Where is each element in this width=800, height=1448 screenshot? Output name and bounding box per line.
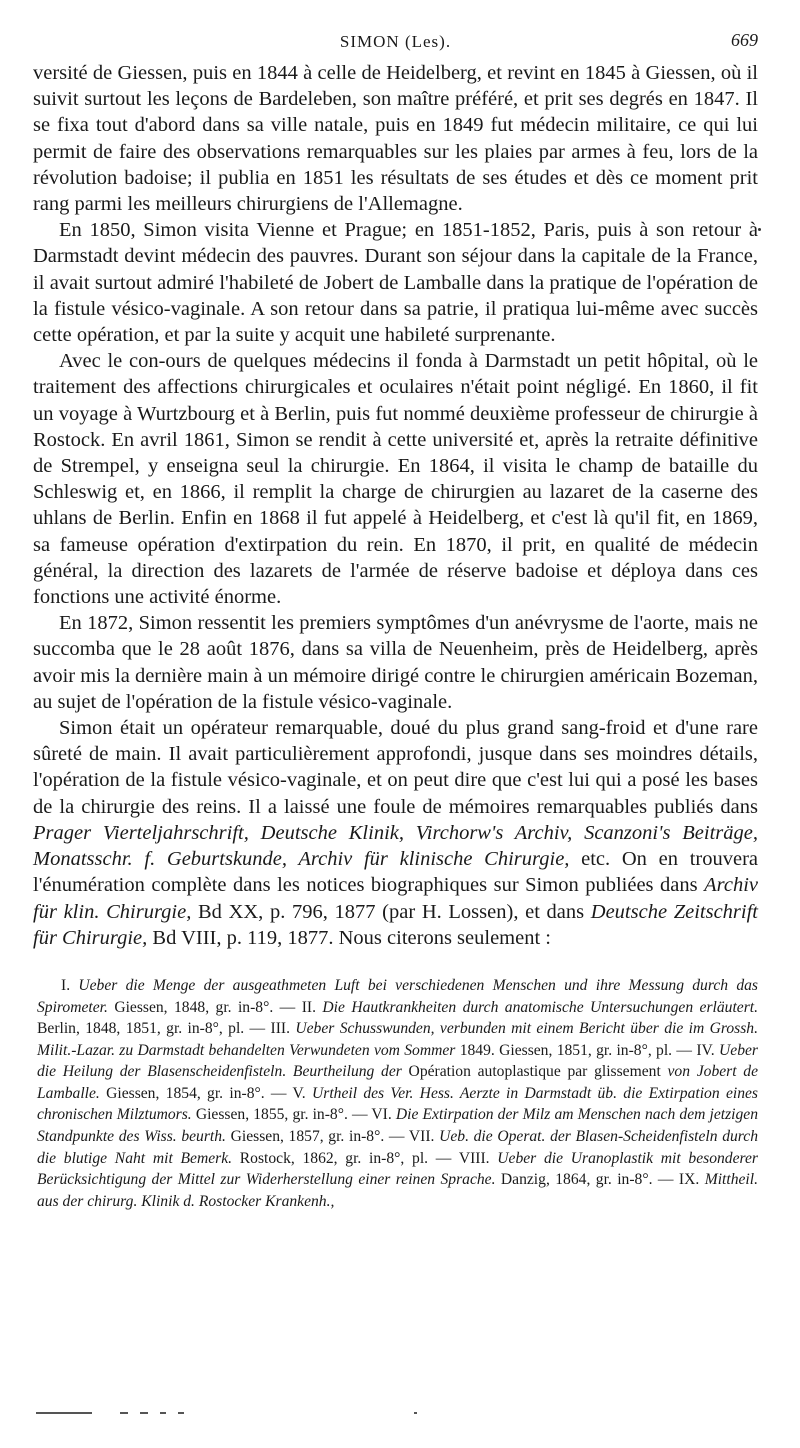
journal-title: Deutsche Zeitschrift für Chirurgie, (33, 900, 758, 949)
bib-number: I. (61, 976, 79, 994)
scan-mark (160, 1412, 166, 1414)
body-paragraph: En 1850, Simon visita Vienne et Prague; en 1851-1852, Paris, puis à son retour à Darmstadt devint médecin des pauvres. Durant son séjour dans la capitale de la France, il avait surtout admiré l'habileté de Jobert de Lamballe dans la pratique de l'opération de la fistule vésico-vaginale. A son retour dans sa patrie, il pratiqua lui-même avec succès cette opération, et par la suite y acquit une habileté surprenante. (33, 219, 758, 347)
bib-number: IV. (696, 1041, 720, 1059)
bibliography (33, 975, 758, 1213)
bib-publication: Giessen, 1848, gr. in-8°. — (107, 998, 302, 1016)
bib-title: Ueber die Menge der ausgeathmeten Luft bei verschiedenen Menschen und ihre Messung durch das Spirometer. (37, 976, 758, 1016)
bib-title: Mittheil. aus der chirurg. Klinik d. Rostocker Krankenh., (37, 1171, 758, 1210)
bib-number: V. (292, 1084, 312, 1102)
body-paragraph-last (33, 715, 758, 951)
bib-publication: 1849. Giessen, 1851, gr. in-8°, pl. — (455, 1041, 697, 1059)
bib-publication: Giessen, 1855, gr. in-8°. — (191, 1106, 372, 1124)
bibliography-list (37, 975, 758, 1213)
bib-title: von Jobert de Lamballe. (37, 1063, 758, 1102)
bib-title: Die Hautkrankheiten durch anatomische Untersuchungen erläutert. (322, 998, 759, 1016)
bib-number: VIII. (458, 1149, 498, 1167)
scan-mark (36, 1412, 92, 1414)
bib-title: Ueber Schusswunden, verbunden mit einem Bericht über die im Grossh. Milit.-Lazar. zu Darmstadt behandelten Verwundeten vom Sommer (37, 1020, 758, 1059)
body-paragraph: versité de Giessen, puis en 1844 à celle de Heidelberg, et revint en 1845 à Giessen, où il suivit surtout les leçons de Bardeleben, son maître préféré, et prit ses degrés en 1847. Il se fixa tout d'abord dans sa ville natale, puis en 1849 fut médecin militaire, ce qui lui permit de faire des observations remarquables sur les plaies par armes à feu, lors de la révolution badoise; il publia en 1851 les résultats de ses études et dès ce moment prit rang parmi les meilleurs chirurgiens de l'Allemagne. (33, 62, 758, 216)
scan-artifact-line (36, 1412, 756, 1416)
running-header (33, 26, 758, 62)
bib-publication: Giessen, 1854, gr. in-8°. — (99, 1084, 293, 1102)
bib-publication: Rostock, 1862, gr. in-8°, pl. — (232, 1149, 459, 1167)
bib-publication: Danzig, 1864, gr. in-8°. — (495, 1171, 679, 1189)
scan-mark (140, 1412, 148, 1414)
bib-number: II. (301, 998, 323, 1016)
journal-title: Archiv für klin. Chirurgie, (33, 874, 758, 923)
paragraph-text: Bd VIII, p. 119, 1877. Nous citerons seulement : (147, 926, 551, 949)
bib-title: Urtheil des Ver. Hess. Aerzte in Darmstadt üb. die Extirpation eines chronischen Milztumors. (37, 1084, 758, 1124)
bib-title: Die Extirpation der Milz am Menschen nach dem jetzigen Standpunkte des Wiss. beurth. (37, 1106, 758, 1146)
page-number: 669 (731, 30, 758, 50)
body-paragraph: Avec le con-ours de quelques médecins il fonda à Darmstadt un petit hôpital, où le traitement des affections chirurgicales et oculaires n'était point négligé. En 1860, il fit un voyage à Wurtzbourg et à Berlin, puis fut nommé deuxième professeur de chirurgie à Rostock. En avril 1861, Simon se rendit à cette université et, après la retraite définitive de Strempel, y enseigna seul la chirurgie. En 1864, il visita le champ de bataille du Schleswig et, en 1866, il remplit la charge de chirurgien au lazaret de la caserne des uhlans de Berlin. Enfin en 1868 il fut appelé à Heidelberg, et c'est là qu'il fit, en 1869, sa fameuse opération d'extirpation du rein. En 1870, il prit, en qualité de médecin général, la direction des lazarets de l'armée de réserve badoise et déploya dans ces fonctions une activité énorme. (33, 350, 758, 609)
scan-mark (178, 1412, 184, 1414)
bib-title: Ueber die Heilung der Blasenscheidenfisteln. Beurtheilung der (37, 1041, 758, 1081)
journal-list: Prager Vierteljahrschrift, Deutsche Klinik, Virchorw's Archiv, Scanzoni's Beiträge, Monatsschr. f. Geburtskunde, Archiv für klinische Chirurgie, (33, 821, 758, 871)
bib-number: VII. (408, 1128, 440, 1146)
paragraph-text: etc. On en trouvera l'énumération complète dans les notices biographiques sur Simon publiées dans (33, 848, 758, 897)
article-body (33, 60, 758, 951)
scan-mark (120, 1412, 128, 1414)
bib-publication: Giessen, 1857, gr. in-8°. — (225, 1128, 409, 1146)
bib-title: Ueb. die Operat. der Blasen-Scheidenfisteln durch die blutige Naht mit Bemerk. (37, 1128, 759, 1167)
bib-number: III. (270, 1020, 296, 1038)
body-paragraph: En 1872, Simon ressentit les premiers symptômes d'un anévrysme de l'aorte, mais ne succomba que le 28 août 1876, dans sa villa de Neuenheim, près de Heidelberg, après avoir mis la dernière main à un mémoire dirigé contre le chirurgien américain Bozeman, au sujet de l'opération de la fistule vésico-vaginale. (33, 612, 758, 713)
scan-speck (758, 228, 761, 231)
paragraph-text: Bd XX, p. 796, 1877 (par H. Lossen), et dans (191, 900, 591, 923)
paragraph-text: Simon était un opérateur remarquable, doué du plus grand sang-froid et d'une rare sûreté de main. Il avait particulièrement approfondi, jusque dans ses moindres détails, l'opération de la fistule vésico-vaginale, et on peut dire que c'est lui qui a posé les bases de la chirurgie des reins. Il a laissé une foule de mémoires remarquables publiés dans (33, 717, 758, 818)
header-title: SIMON (Les). (339, 32, 452, 51)
bib-publication: Opération autoplastique par glissement (401, 1063, 668, 1081)
bib-publication: Berlin, 1848, 1851, gr. in-8°, pl. — (37, 1020, 271, 1038)
bib-number: VI. (371, 1106, 396, 1124)
scan-mark (414, 1412, 417, 1414)
bib-number: IX. (678, 1171, 705, 1189)
bib-title: Ueber die Uranoplastik mit besonderer Berücksichtigung der Mittel zur Widerherstellung einer reinen Sprache. (37, 1149, 758, 1189)
